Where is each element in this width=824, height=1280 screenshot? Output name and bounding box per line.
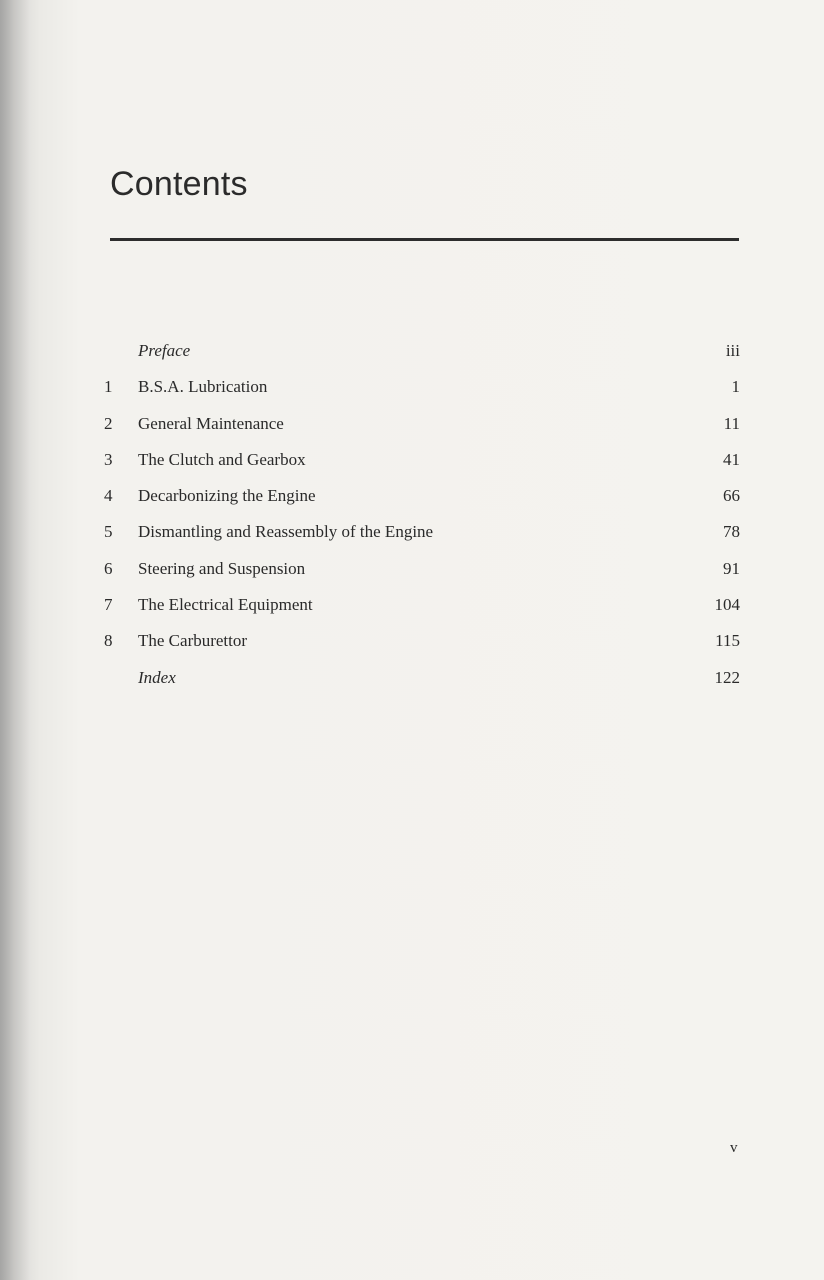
page-number: v — [730, 1140, 738, 1156]
toc-entry-title: The Carburettor — [138, 631, 248, 651]
toc-entry-chapter-6 — [104, 551, 740, 587]
toc-entry-title: The Clutch and Gearbox — [138, 449, 306, 469]
toc-entry-number: 8 — [104, 631, 113, 651]
toc-entry-number: 5 — [104, 522, 113, 542]
toc-entry-title: The Electrical Equipment — [138, 595, 313, 615]
toc-entry-preface — [104, 333, 740, 369]
toc-entry-chapter-5 — [104, 514, 740, 550]
toc-entry-page: 91 — [723, 558, 740, 578]
toc-entry-page: 122 — [714, 667, 740, 687]
table-of-contents — [104, 333, 740, 696]
toc-entry-page: 104 — [714, 595, 740, 615]
toc-entry-number: 7 — [104, 595, 113, 615]
toc-entry-title: General Maintenance — [138, 413, 284, 433]
toc-entry-chapter-4 — [104, 478, 740, 514]
toc-entry-chapter-1 — [104, 369, 740, 405]
toc-entry-number: 3 — [104, 449, 113, 469]
toc-entry-page: 115 — [715, 631, 740, 651]
toc-entry-chapter-2 — [104, 406, 740, 442]
toc-entry-page: 1 — [731, 377, 740, 397]
toc-entry-number: 6 — [104, 558, 113, 578]
gutter-shadow — [0, 0, 30, 1280]
toc-entry-title: Decarbonizing the Engine — [138, 486, 316, 506]
toc-entry-page: 41 — [723, 449, 740, 469]
toc-entry-title: Preface — [138, 341, 191, 360]
toc-entry-title: B.S.A. Lubrication — [138, 377, 268, 397]
toc-entry-number: 1 — [104, 377, 113, 397]
toc-entry-chapter-3 — [104, 442, 740, 478]
toc-entry-title: Index — [138, 667, 176, 687]
toc-entry-number: 2 — [104, 413, 113, 433]
toc-entry-page: 11 — [723, 413, 740, 433]
title-rule — [110, 238, 739, 241]
toc-entry-chapter-7 — [104, 587, 740, 623]
toc-entry-chapter-8 — [104, 623, 740, 659]
toc-entry-title: Dismantling and Reassembly of the Engine — [138, 522, 434, 542]
toc-entry-page: 66 — [723, 486, 740, 506]
toc-entry-title: Steering and Suspension — [138, 558, 306, 578]
toc-entry-page: 78 — [723, 522, 740, 542]
page-title: Contents — [110, 165, 248, 203]
toc-entry-page: iii — [725, 341, 740, 360]
toc-entry-number: 4 — [104, 486, 113, 506]
toc-entry-index — [104, 660, 740, 696]
